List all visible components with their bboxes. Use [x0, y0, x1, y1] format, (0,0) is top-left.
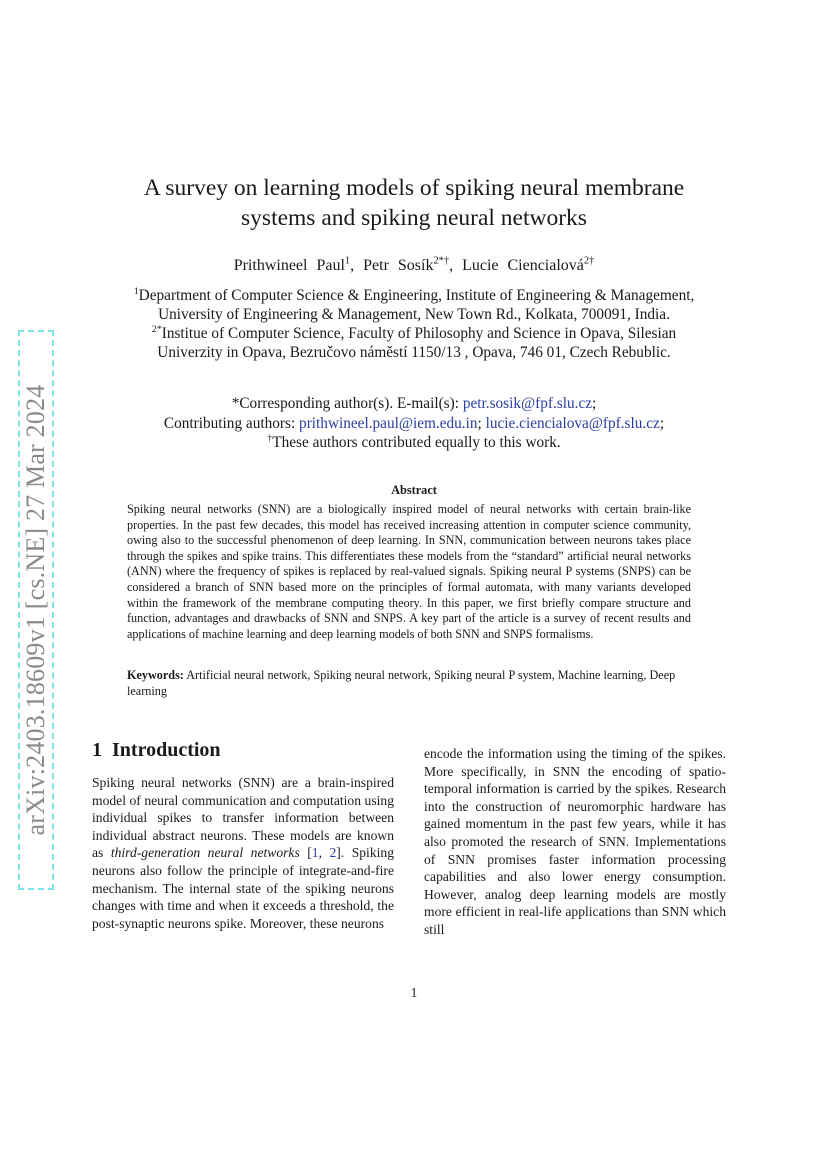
affiliation-2-line-1: $^{2*}$Institue of Computer Science, Faculty of Philosophy and Science in Opava, Silesian	[151, 323, 677, 342]
section-title: Introduction	[112, 739, 221, 761]
author-name: Petr Sosík	[363, 257, 434, 274]
affiliation-1-line-2: University of Engineering & Management, New Town Rd., Kolkata, 700091, India.	[158, 306, 670, 323]
email-link-sosik[interactable]: petr.sosik@fpf.slu.cz	[462, 395, 593, 412]
italic-term: third-generation neural networks	[110, 845, 300, 861]
email-link-ciencialova[interactable]: lucie.ciencialova@fpf.slu.cz	[485, 414, 660, 432]
intro-left-column: Spiking neural networks (SNN) are a brain-inspired model of neural communication and computation using individual spikes to transfer information between individual abstract neurons. These models are known as third-generation neural networks [1, 2]. Spiking neurons also follow the principle of integrate-and-fire mechanism. The internal state of the spiking neurons changes with time and when it exceeds a threshold, the post-synaptic neurons spike. Moreover, these neurons	[92, 775, 395, 931]
section-number: 1	[92, 739, 102, 761]
arxiv-stamp	[18, 330, 54, 890]
citation-link-1[interactable]: 1	[311, 845, 319, 861]
intro-right-column: encode the information using the timing of the spikes. More specifically, in SNN the encoding of spatio-temporal information is carried by the spikes. Research into the construction of neuromorphic hardware has gained momentum in the past few years, while it has also promoted the research of SNN. Implementations of SNN promises faster information processing capabilities and also lower energy consumption. However, analog deep learning models are mostly more efficient in real-life applications than SNN which still	[424, 746, 726, 937]
author-list: Prithwineel Paul$^1$, Petr Sosík$^{2*\dagger}$, Lucie Ciencialová$^{2\dagger}$	[233, 255, 595, 274]
page-number: 1	[410, 985, 418, 1000]
keywords-text: Artificial neural network, Spiking neural network, Spiking neural P system, Machine learning, Deep learning	[127, 668, 676, 698]
affiliation-1-line-1: $^1$Department of Computer Science & Engineering, Institute of Engineering & Management,	[133, 285, 695, 304]
author-mark: 1	[344, 255, 351, 267]
keywords	[127, 668, 691, 699]
affiliation-mark: 2*	[151, 323, 162, 335]
arxiv-identifier: arXiv:2403.18609v1 [cs.NE] 27 Mar 2024	[21, 384, 50, 836]
author-mark: 2†	[583, 255, 595, 267]
correspondence	[100, 394, 728, 453]
author-name: Lucie Ciencialová	[462, 257, 584, 274]
corresponding-line: *Corresponding author(s). E-mail(s): petr.sosik@fpf.slu.cz;	[231, 395, 597, 412]
author-mark: 2*†	[433, 255, 450, 267]
title-line-1: A survey on learning models of spiking neural membrane	[143, 175, 685, 201]
paper-title	[110, 173, 718, 233]
section-heading	[92, 739, 221, 762]
keywords-label: Keywords:	[127, 668, 184, 682]
affiliations	[100, 286, 728, 362]
email-link-paul[interactable]: prithwineel.paul@iem.edu.in	[299, 414, 478, 432]
author-name: Prithwineel Paul	[233, 257, 345, 274]
contributing-line: Contributing authors: prithwineel.paul@iem.edu.in; lucie.ciencialova@fpf.slu.cz;	[163, 414, 665, 432]
citation-link-2[interactable]: 2	[329, 845, 337, 861]
affiliation-2-line-2: Univerzity in Opava, Bezručovo náměstí 1150/13 , Opava, 746 01, Czech Rebublic.	[157, 344, 671, 361]
abstract-body: Spiking neural networks (SNN) are a biologically inspired model of neural networks with certain brain-like properties. In the past few decades, this model has received increasing attention in computer science community, owing also to the successful phenomenon of deep learning. In SNN, communication between neurons takes place through the spikes and spike trains. This differentiates these models from the “standard” artificial neural networks (ANN) where the frequency of spikes is replaced by real-valued signals. Spiking neural P systems (SNPS) can be considered a branch of SNN based more on the principles of formal automata, with many variants developed within the framework of the membrane computing theory. In this paper, we first briefly compare structure and function, advantages and drawbacks of SNN and SNPS. A key part of the article is a survey of recent results and applications of machine learning and deep learning models of both SNN and SNPS formalisms.	[127, 502, 691, 641]
affiliation-mark: 1	[133, 285, 139, 297]
abstract-heading: Abstract	[391, 483, 437, 497]
equal-contribution-note: †These authors contributed equally to this work.	[267, 432, 561, 451]
title-line-2: systems and spiking neural networks	[241, 205, 587, 231]
